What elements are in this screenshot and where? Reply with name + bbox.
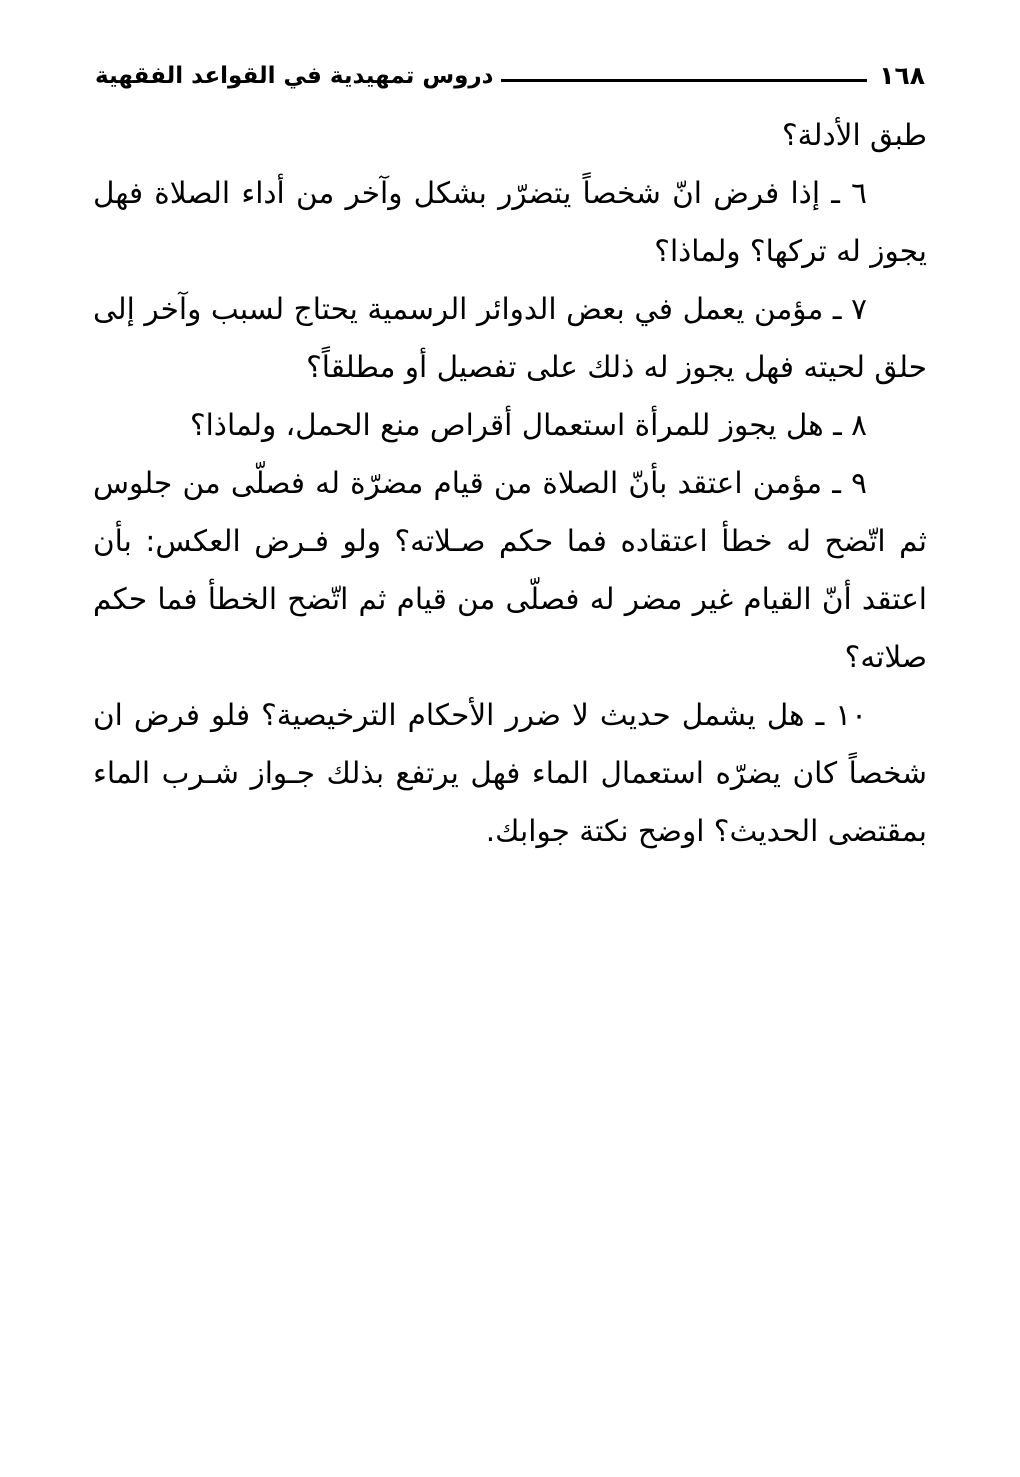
question-8: ٨ ـ هل يجوز للمرأة استعمال أقراص منع الحمل، ولماذا؟ (189, 408, 867, 442)
question-6: ٦ ـ إذا فرض انّ شخصاً يتضرّر بشكل وآخر من أداء الصلاة فهل يجوز له تركها؟ ولماذا؟ (93, 176, 927, 268)
header-rule (501, 79, 867, 82)
question-9: ٩ ـ مؤمن اعتقد بأنّ الصلاة من قيام مضرّة له فصلّى من جلوس ثم اتّضح له خطأ اعتقاده فما حكم صـلاته؟ ولو فـرض العكس: بأن اعتقد أنّ القيام غير مضر له فصلّى من قيام ثم اتّضح الخطأ فما حكم صلاته؟ (93, 466, 927, 674)
paragraph-continuation: طبق الأدلة؟ (782, 118, 927, 152)
page-header (95, 40, 925, 88)
question-10: ١٠ ـ هل يشمل حديث لا ضرر الأحكام الترخيصية؟ فلو فرض ان شخصاً كان يضرّه استعمال الماء فهل يرتفع بذلك جـواز شـرب الماء بمقتضى الحديث؟ اوضح نكتة جوابك. (93, 698, 927, 848)
page-number: ١٦٨ (879, 61, 925, 90)
question-7: ٧ ـ مؤمن يعمل في بعض الدوائر الرسمية يحتاج لسبب وآخر إلى حلق لحيته فهل يجوز له ذلك على تفصيل أو مطلقاً؟ (93, 292, 927, 384)
running-title: دروس تمهيدية في القواعد الفقهية (95, 63, 494, 89)
page-body (93, 106, 927, 860)
